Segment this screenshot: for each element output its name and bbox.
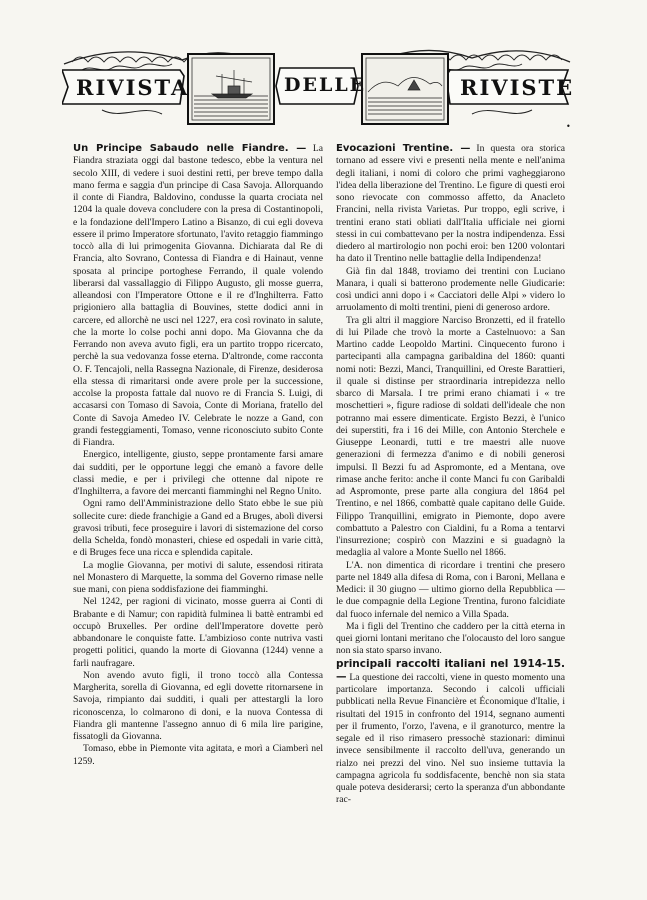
article-paragraph: Nel 1242, per ragioni di vicinato, mosse guerra ai Conti di Brabante e di Namur; con rapidità fulminea li battè entrambi ed occupò Bruxelles. Per ordine dell'Imperatore dovette però abbandonare le conquiste fatte. L'ambizioso conte nutriva vasti progetti politici, quando la morte di Giovanna (1244) venne a farli naufragare. — [73, 596, 323, 669]
article-paragraph: Tra gli altri il maggiore Narciso Bronzetti, ed il fratello di lui Pilade che trovò la morte a Castelnuovo: a San Martino cadde Leopoldo Martini. Cinquecento furono i partecipanti alla campagna garibaldina del 1860: quanti nomi noti: Bezzi, Manci, Tranquillini, ed Oreste Barattieri, il quale si distinse per straordinaria intrepidezza nello sbarco di Marsala. I tre primi erano chiamati i « tre moschettieri », figure radiose di soldati dell'ideale che non potranno mai essere dimenticate. Ergisto Bezzi, è l'unico dei superstiti, fra i 16 dei Mille, con Antonio Sterchele e Giuseppe Leonardi, tutti e tre maestri alle nuove generazioni di fermezza d'animo e di nobili generosi impulsi. Il Bezzi fu ad Aspromonte, ed a Mentana, ove rimase anche ferito: anche il conte Manci fu con Garibaldi ad Aspromonte, prese parte alla congiura del 1864 pel Trentino, e nel 1866, combattè quale capitano delle Guide. Filippo Tranquillini, emigrato in Piemonte, dopo avere combattuto a Palestro con Cialdini, fu a Roma a tentarvi l'insurrezione; cospirò con Mazzini e si guadagnò la medaglia al valore a Monte Suello nel 1866. — [336, 314, 565, 559]
header-word-riviste: RIVISTE — [460, 75, 575, 100]
article-paragraph: Già fin dal 1848, troviamo dei trentini con Luciano Manara, i quali si batterono prodemente nelle Giudicarie: così undici anni dopo i « Cacciatori delle Alpi » videro lo arruolamento di molti trentini, pieni di generoso ardore. — [336, 265, 565, 314]
article-paragraph: Non avendo avuto figli, il trono toccò alla Contessa Margherita, sorella di Giovanna, ed egli dovette ritornarsene in Savoja, rimpianto dai sudditi, i quali per attestargli la loro riconoscenza, lo colmarono di doni, e la nuova Contessa di Fiandra gli mantenne l'assegno annuo di 6 mila lire parigine, fissatogli da Giovanna. — [73, 669, 323, 742]
dot-ornament: • — [566, 122, 571, 131]
article-paragraph: Energico, intelligente, giusto, seppe prontamente farsi amare dai sudditi, per le opportune leggi che emanò a favore delle classi medie, e per i privilegi che ottenne dal nipote re d'Inghilterra, a favore dei mercanti fiamminghi nel Regno Unito. — [73, 449, 323, 497]
article-title-raccolti: principali raccolti italiani nel 1914-15. — — [336, 657, 565, 683]
article-title-principe-sabaudo: Un Principe Sabaudo nelle Fiandre. — — [73, 143, 307, 154]
article-paragraph: Un Principe Sabaudo nelle Fiandre. — La Fiandra straziata oggi dal bastone tedesco, ebbe la ventura nel secolo XIII, di vedere i suoi destini retti, per breve tempo dalla mano ferma e saggia d'un principe di Casa Savoja. Allorquando il conte di Fiandra, Baldovino, condusse la quarta crociata nel 1204 la quale doveva concludere con la presa di Costantinopoli, e la fondazione dell'Impero Latino a Bisanzo, di cui egli doveva essere il primo Imperatore sfortunato, l'avito retaggio fiammingo toccò alla di lui primogenita Giovanna. Dichiarata dal Re di Francia, alto Sovrano, Contessa di Fiandra e di Hainaut, venne sposata al principe portoghese Ferrando, il quale volendo liberarsi dal vassallaggio di Filippo Augusto, gli mosse guerra, alleandosi con l'Imperatore Ottone e il re d'Inghilterra. Fatto prigioniero alla battaglia di Bouvines, stette dodici anni in carcere, ed allorchè ne usci nel 1227, era così rovinato in salute, che la morte lo colse pochi anni dopo. Ma Giovanna che da Ferrando non aveva avuto figli, era un partito troppo ricercato, perchè la sua vedovanza fosse eterna. D'altronde, come racconta O. F. Tencajoli, nella Rassegna Nazionale, di Firenze, desiderosa ella stessa di rimaritarsi onde avere prole per la successione, accolse la proposta fattale dal nuovo re di Francia S. Luigi, di accasarsi con Tomaso di Savoia, Conte di Moriana, fratello del Conte di Savoja Amedeo IV. Celebrate le nozze a Gand, con grandi festeggiamenti, Tomaso, venne riconosciuto subito Conte di Fiandra. — [73, 143, 324, 448]
left-column — [73, 143, 323, 768]
article-paragraph: Ogni ramo dell'Amministrazione dello Stato ebbe le sue più sollecite cure: diede franchigie a Gand ed a Bruges, abolì diversi gravosi tributi, fece proseguire i lavori di sistemazione del corso della Schelda, fondò monasteri, chiese ed ospedali in varie città, e di Bruges fece una ricca e splendida capitale. — [73, 498, 323, 559]
header-word-rivista: RIVISTA — [76, 75, 190, 100]
article-title-evocazioni-trentine: Evocazioni Trentine. — — [336, 143, 471, 154]
right-column — [336, 143, 565, 807]
article-paragraph: Ma i figli del Trentino che caddero per la città eterna in quei giorni lontani meritano che l'olocausto del loro sangue non sia stato sparso invano. — [336, 620, 565, 657]
article-paragraph: L'A. non dimentica di ricordare i trentini che presero parte nel 1849 alla difesa di Roma, con i Baroni, Mellana e Medici: il 30 giugno — ultimo giorno della Repubblica — le due compagnie della Legione Trentina, furono falcidiate dal fuoco infernale del nemico a Villa Spada. — [336, 559, 565, 620]
article-paragraph: Tomaso, ebbe in Piemonte vita agitata, e morì a Ciamberì nel 1259. — [73, 743, 323, 767]
article-paragraph: La moglie Giovanna, per motivi di salute, essendosi ritirata nel Monastero di Marquette, la somma del Governo rimase nelle sue mani, con piena soddisfazione dei fiamminghi. — [73, 559, 323, 595]
rivista-delle-riviste-header — [62, 40, 575, 126]
article-paragraph: Evocazioni Trentine. — In questa ora storica tornano ad essere vivi e presenti nella mente e nell'anima degli italiani, i nomi di coloro che primi vagheggiarono l'idea della liberazione del Trentino. Le figure di questi eroi sono rievocate con commosso affetto, da Anacleto Francini, nella rivista Varietas. Pur troppo, egli scrive, i trentini erano stati obliati dall'Italia ufficiale nei giorni stessi in cui combattevano per la nostra indipendenza. Essi diedero al martirologio non pochi eroi: ben 1200 volontari ha dato il Trentino nelle battaglie della Indipendenza! — [336, 143, 565, 265]
header-word-delle: DELLE — [284, 74, 367, 96]
article-paragraph: principali raccolti italiani nel 1914-15. — La questione dei raccolti, viene in questo momento una particolare importanza. Secondo i calcoli ufficiali pubblicati nella Revue Financière et Économique d'Italie, i risultati del 1915 in confronto del 1914, segnano aumenti per il frumento, l'orzo, l'avena, e il granoturco, mentre la segale ed il riso rimasero pressochè stazionari: diminuì invece sensibilmente il raccolto dell'uva, generando un rialzo nei prezzi del vino. Nel suo insieme tuttavia la campagna agricola fu soddisfacente, benchè non sia stata quale poteva desiderarsi; certo la speranza d'un abbondante rac- — [336, 657, 565, 806]
